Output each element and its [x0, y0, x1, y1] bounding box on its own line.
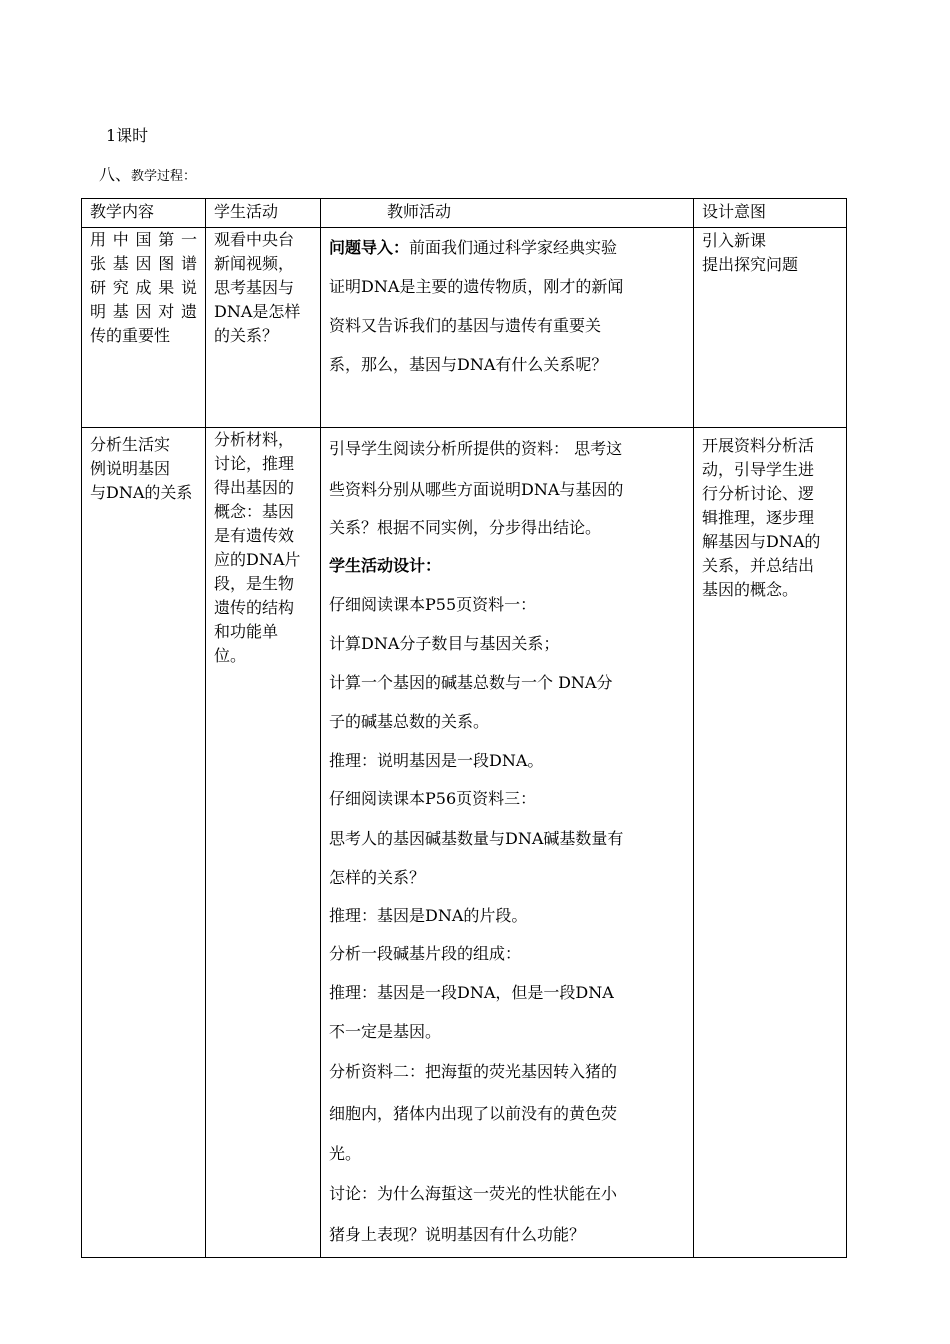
table-row — [82, 228, 847, 428]
text-line: 系，那么，基因与DNA有什么关系呢？ — [329, 355, 608, 374]
text-line: 解基因与DNA的 — [702, 532, 821, 551]
text-line: 关系，并总结出 — [702, 556, 815, 575]
section-title: 教学过程： — [131, 169, 197, 184]
text-line: 段，是生物 — [214, 574, 295, 593]
text-line: 分析材料， — [214, 430, 295, 449]
text-line: 思考基因与 — [214, 278, 295, 297]
text-line: 新闻视频， — [214, 254, 295, 273]
section-number: 八、 — [99, 165, 132, 184]
row2-intent-cell — [694, 428, 847, 1258]
text-line: 是有遗传效 — [214, 526, 295, 545]
text-line: 例说明基因 — [90, 459, 171, 478]
text-line: 仔细阅读课本P56页资料三： — [329, 789, 537, 808]
text-line: 行分析讨论、逻 — [702, 484, 815, 503]
text-line — [329, 228, 685, 267]
row2-student-cell — [206, 428, 321, 1258]
text-line: 开展资料分析活 — [702, 436, 815, 455]
row1-intent-cell — [694, 228, 847, 428]
row1-student-cell — [206, 228, 321, 428]
text-line: 讨论：为什么海蜇这一荧光的性状能在小 — [329, 1184, 618, 1203]
text-line: 明基因对遗 — [90, 302, 197, 321]
text-line: 提出探究问题 — [702, 255, 799, 274]
row1-content-cell — [82, 228, 206, 428]
text-line: 分析生活实 — [90, 435, 171, 454]
text-line: 细胞内，猪体内出现了以前没有的黄色荧 — [329, 1104, 618, 1123]
text-line: 动，引导学生进 — [702, 460, 815, 479]
text-line: 位。 — [214, 646, 247, 665]
table-header-row — [82, 199, 847, 228]
text-line: 关系？根据不同实例，分步得出结论。 — [329, 518, 602, 537]
text-line: DNA是怎样 — [214, 302, 301, 321]
text-line: 猪身上表现？说明基因有什么功能？ — [329, 1225, 586, 1244]
text-line: 用中国第一 — [90, 230, 197, 249]
teaching-process-table — [81, 198, 847, 1258]
intro-label: 问题导入： — [329, 238, 410, 257]
text-line: 怎样的关系？ — [329, 868, 426, 887]
section-heading — [99, 162, 196, 185]
header-content: 教学内容 — [82, 199, 206, 228]
text-line: 计算DNA分子数目与基因关系； — [329, 634, 560, 653]
header-student: 学生活动 — [206, 199, 321, 228]
text-line: 辑推理，逐步理 — [702, 508, 815, 527]
text-line: 不一定是基因。 — [329, 1022, 442, 1041]
text-line: 和功能单 — [214, 622, 279, 641]
text-line: 引入新课 — [702, 231, 767, 250]
text-line: 资料又告诉我们的基因与遗传有重要关 — [329, 316, 602, 335]
header-teacher: 教师活动 — [321, 199, 694, 228]
text-line: 光。 — [329, 1144, 362, 1163]
text-line: 与DNA的关系 — [90, 483, 193, 502]
text-line: 思考人的基因碱基数量与DNA碱基数量有 — [329, 829, 624, 848]
text-line: 仔细阅读课本P55页资料一： — [329, 595, 537, 614]
text-line: 子的碱基总数的关系。 — [329, 712, 490, 731]
text-line: 推理：基因是一段DNA，但是一段DNA — [329, 983, 614, 1002]
design-title-text: 学生活动设计： — [329, 556, 442, 575]
text-line: 些资料分别从哪些方面说明DNA与基因的 — [329, 480, 624, 499]
intro-text: 前面我们通过科学家经典实验 — [409, 238, 618, 257]
row1-teacher-cell — [321, 228, 694, 428]
row2-teacher-cell — [321, 428, 694, 1258]
text-line: 基因的概念。 — [702, 580, 799, 599]
text-line: 推理：说明基因是一段DNA。 — [329, 751, 544, 770]
lesson-hours: 1课时 — [106, 126, 149, 145]
text-line: 应的DNA片 — [214, 550, 301, 569]
text-line: 研究成果说 — [90, 278, 197, 297]
text-line: 观看中央台 — [214, 230, 295, 249]
text-line: 分析资料二：把海蜇的荧光基因转入猪的 — [329, 1062, 618, 1081]
text-line: 遗传的结构 — [214, 598, 295, 617]
student-activity-design-title — [329, 546, 685, 586]
text-line: 传的重要性 — [90, 326, 171, 345]
text-line: 概念：基因 — [214, 502, 295, 521]
row2-content-cell — [82, 428, 206, 1258]
text-line: 推理：基因是DNA的片段。 — [329, 906, 528, 925]
text-line: 张基因图谱 — [90, 254, 197, 273]
text-line: 引导学生阅读分析所提供的资料： 思考这 — [329, 439, 623, 458]
table-row — [82, 428, 847, 1258]
text-line: 计算一个基因的碱基总数与一个 DNA分 — [329, 673, 613, 692]
text-line: 得出基因的 — [214, 478, 295, 497]
text-line: 分析一段碱基片段的组成： — [329, 944, 522, 963]
text-line: 的关系？ — [214, 326, 279, 345]
text-line: 证明DNA是主要的遗传物质，刚才的新闻 — [329, 277, 624, 296]
text-line: 讨论，推理 — [214, 454, 295, 473]
header-intent: 设计意图 — [694, 199, 847, 228]
